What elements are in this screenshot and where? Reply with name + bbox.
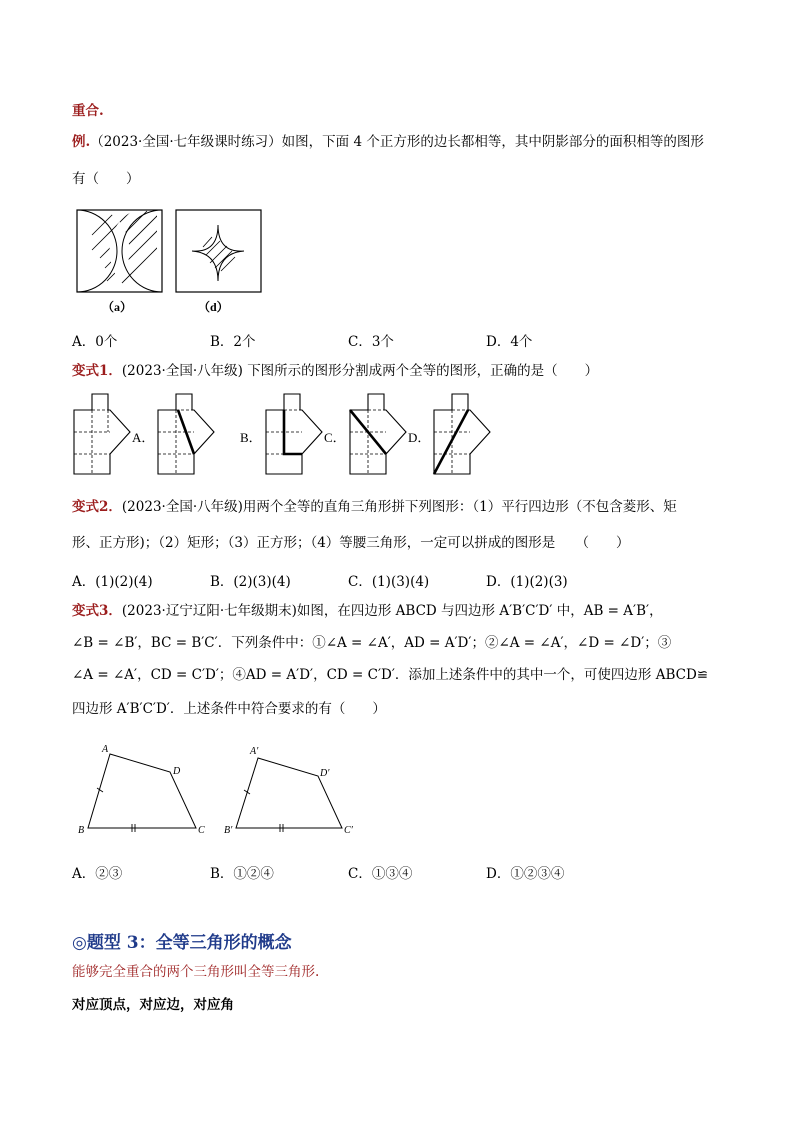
section-heading: ◎题型 3：全等三角形的概念: [72, 933, 292, 953]
example-source: （2023·全国·七年级课时练习）: [90, 134, 282, 150]
variant3-option-a[interactable]: A．②③: [72, 866, 123, 882]
variant1-option-a[interactable]: A．: [132, 430, 155, 445]
variant1-prefix: 变式1．: [72, 363, 122, 379]
variant3-source: (2023·辽宁辽阳·七年级期末): [121, 603, 297, 619]
variant2-line1: [72, 498, 677, 516]
variant3-figures: [72, 740, 372, 840]
example-option-c[interactable]: C．3个: [348, 334, 394, 350]
variant1-source: (2023·全国·八年级): [121, 363, 243, 379]
label-c-prime: C′: [344, 825, 353, 836]
figure-d-label: （d）: [198, 300, 229, 314]
example-option-b[interactable]: B．2个: [210, 334, 256, 350]
variant3-line3: ∠A = ∠A′，CD = C′D′；④AD = A′D′，CD = C′D′．添加上述条件中的其中一个，可使四边形 ABCD≌: [72, 667, 709, 683]
figure-d: [176, 210, 261, 292]
example-line1: [72, 133, 704, 151]
variant3-question: 如图，在四边形 ABCD 与四边形 A′B′C′D′ 中，AB = A′B′，: [296, 603, 663, 619]
label-a-prime: A′: [250, 746, 259, 757]
variant2-option-a[interactable]: A．(1)(2)(4): [72, 574, 153, 590]
variant2-option-c[interactable]: C．(1)(3)(4): [348, 574, 430, 590]
section-subheading: 对应顶点，对应边，对应角: [72, 997, 234, 1013]
variant3-option-c[interactable]: C．①③④: [348, 866, 413, 882]
variant2-source: (2023·全国·八年级): [121, 499, 243, 515]
label-b-prime: B′: [224, 825, 233, 836]
quadrilateral-a1b1c1d1: [224, 746, 354, 836]
example-option-d[interactable]: D．4个: [486, 334, 533, 350]
variant1-option-b[interactable]: B．: [240, 430, 262, 445]
variant3-option-d[interactable]: D．①②③④: [486, 866, 565, 882]
shape-original: [74, 394, 130, 474]
variant3-option-b[interactable]: B．①②④: [210, 866, 274, 882]
label-b: B: [78, 825, 85, 836]
label-a: A: [102, 744, 109, 755]
shape-option-d: [434, 394, 490, 474]
variant2-question: 用两个全等的直角三角形拼下列图形：（1）平行四边形（不包含菱形、矩: [242, 499, 677, 515]
label-c: C: [198, 825, 205, 836]
example-line2: 有（ ）: [72, 171, 140, 187]
example-option-a[interactable]: A．0个: [72, 334, 118, 350]
example-prefix: 例.: [72, 134, 91, 150]
variant1-line: [72, 362, 598, 380]
example-figures: [72, 205, 292, 320]
intro-text: 重合.: [72, 103, 104, 119]
shape-option-b: [266, 394, 322, 474]
figure-a-label: （a）: [102, 300, 133, 314]
quadrilateral-abcd: [78, 744, 205, 836]
variant2-line2: 形、正方形)；（2）矩形；（3）正方形；（4）等腰三角形，一定可以拼成的图形是 （ ）: [72, 535, 630, 551]
label-d-prime: D′: [320, 768, 330, 779]
variant2-option-d[interactable]: D．(1)(2)(3): [486, 574, 568, 590]
figure-a: [77, 205, 164, 293]
variant3-line4: 四边形 A′B′C′D′．上述条件中符合要求的有（ ）: [72, 701, 386, 717]
variant1-question: 下图所示的图形分割成两个全等的图形，正确的是（ ）: [247, 363, 599, 379]
variant3-prefix: 变式3．: [72, 603, 122, 619]
variant1-option-d[interactable]: D．: [408, 430, 431, 445]
variant3-line2: ∠B = ∠B′，BC = B′C′．下列条件中：①∠A = ∠A′，AD = A′D′；②∠A = ∠A′，∠D = ∠D′；③: [72, 635, 672, 651]
variant1-figures: [72, 392, 502, 487]
label-d: D: [173, 766, 181, 777]
variant2-option-b[interactable]: B．(2)(3)(4): [210, 574, 291, 590]
example-question: 如图，下面 4 个正方形的边长都相等，其中阴影部分的面积相等的图形: [281, 134, 704, 150]
section-definition: 能够完全重合的两个三角形叫全等三角形.: [72, 964, 320, 980]
shape-option-a: [158, 394, 214, 474]
shape-option-c: [350, 394, 406, 474]
variant3-line1: [72, 602, 663, 620]
variant1-option-c[interactable]: C．: [324, 430, 346, 445]
variant2-prefix: 变式2．: [72, 499, 122, 515]
